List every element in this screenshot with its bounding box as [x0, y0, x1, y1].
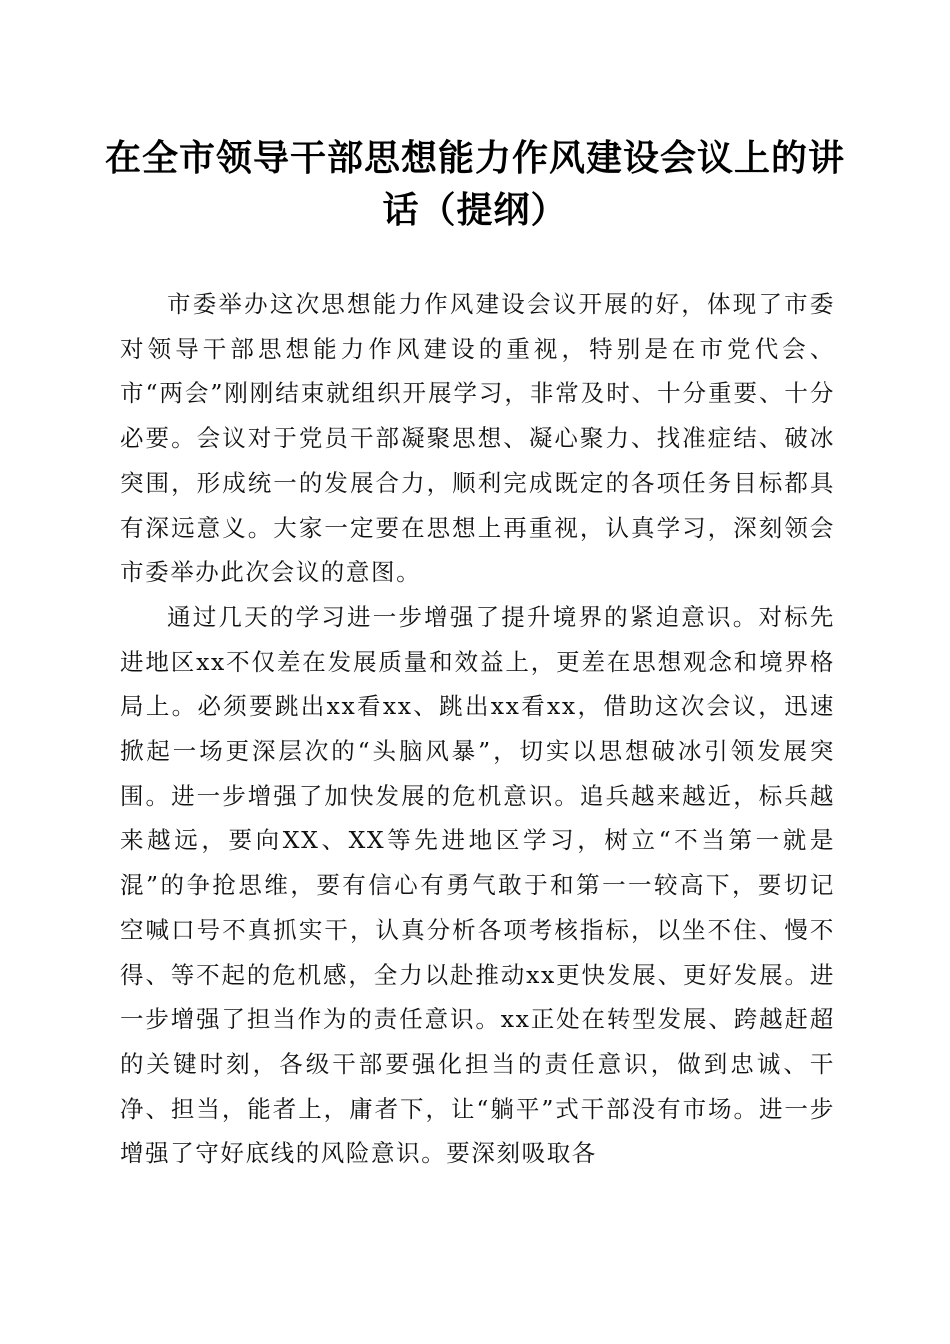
document-title: 在全市领导干部思想能力作风建设会议上的讲话（提纲） [104, 137, 845, 231]
paragraph-2: 通过几天的学习进一步增强了提升境界的紧迫意识。对标先进地区xx不仅差在发展质量和效益上，更差在思想观念和境界格局上。必须要跳出xx看xx、跳出xx看xx，借助这次会议，迅速掀起一场更深层次的“头脑风暴”，切实以思想破冰引领发展突围。进一步增强了加快发展的危机意识。追兵越来越近，标兵越来越远，要向XX、XX等先进地区学习，树立“不当第一就是混”的争抢思维，要有信心有勇气敢于和第一一较高下，要切记空喊口号不真抓实干，认真分析各项考核指标，以坐不住、慢不得、等不起的危机感，全力以赴推动xx更快发展、更好发展。进一步增强了担当作为的责任意识。xx正处在转型发展、跨越赶超的关键时刻，各级干部要强化担当的责任意识，做到忠诚、干净、担当，能者上，庸者下，让“躺平”式干部没有市场。进一步增强了守好底线的风险意识。要深刻吸取各 [120, 602, 835, 1168]
document-body [120, 282, 835, 1176]
paragraph-1: 市委举办这次思想能力作风建设会议开展的好，体现了市委对领导干部思想能力作风建设的重视，特别是在市党代会、市“两会”刚刚结束就组织开展学习，非常及时、十分重要、十分必要。会议对于党员干部凝聚思想、凝心聚力、找准症结、破冰突围，形成统一的发展合力，顺利完成既定的各项任务目标都具有深远意义。大家一定要在思想上再重视，认真学习，深刻领会市委举办此次会议的意图。 [120, 290, 835, 587]
